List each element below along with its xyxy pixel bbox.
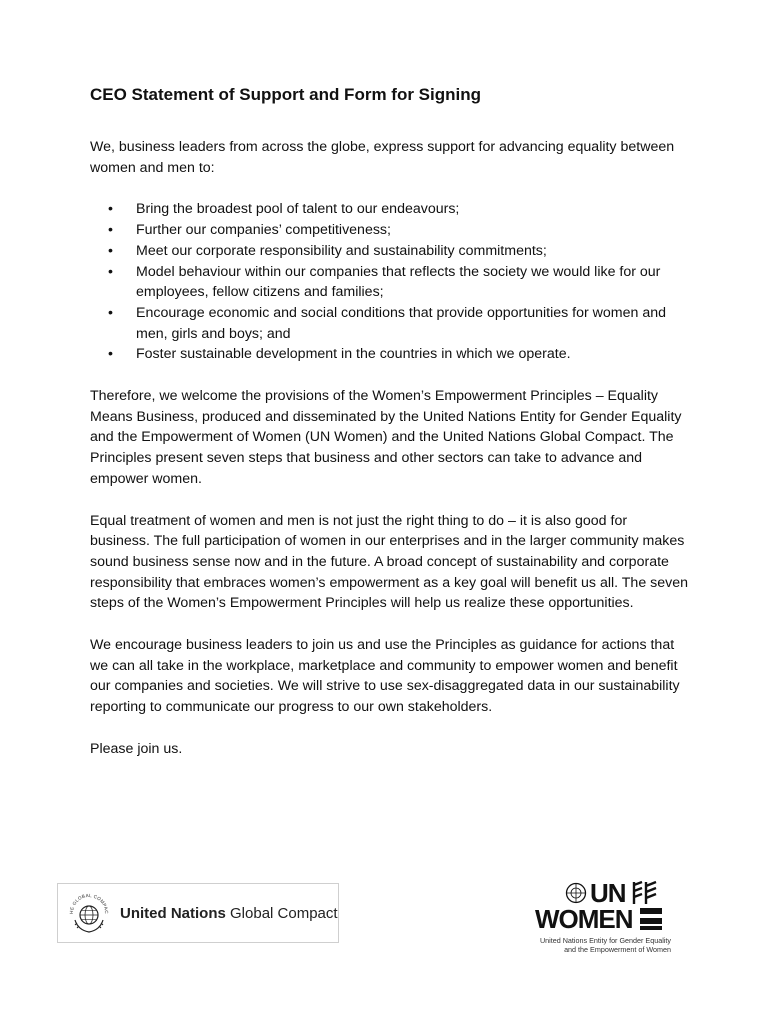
globe-emblem-icon — [66, 890, 112, 936]
un-women-logo — [535, 880, 695, 960]
equal-treatment-paragraph: Equal treatment of women and men is not just the right thing to do – it is also good for business. The full participation of women in our enterprises and in the larger community makes sound business sense now and in the future. A broad concept of sustainability and corporate responsibility that embraces women’s empowerment as a key goal will benefit us all. The seven steps of the Women’s Empowerment Principles will help us realize these opportunities. — [90, 512, 689, 612]
global-compact-logo — [57, 883, 339, 943]
list-item: • Further our companies’ competitiveness; — [136, 220, 690, 241]
closing-line: Please join us. — [90, 740, 183, 757]
caption-line: United Nations Entity for Gender Equality — [539, 936, 671, 945]
un-women-caption — [535, 936, 671, 954]
un-women-top-row — [535, 880, 695, 906]
un-women-equal-sign-icon — [637, 906, 667, 932]
list-item: • Bring the broadest pool of talent to our endeavours; — [136, 199, 690, 220]
un-women-bottom-row — [535, 906, 695, 932]
seal-text: HE GLOBAL COMPAC — [68, 892, 110, 915]
principles-paragraph: Therefore, we welcome the provisions of the Women’s Empowerment Principles – Equality Means Business, produced and disseminated by the United Nations Entity for Gender Equality and the Empowerment of Women (UN Women) and the United Nations Global Compact. The Principles present seven steps that business and other sectors can take to advance and empower women. — [90, 388, 682, 487]
gc-org-light: Global Compact — [230, 904, 338, 922]
list-item: • Model behaviour within our companies that reflects the society we would like for our employees, fellow citizens and families; — [136, 262, 690, 303]
un-emblem-icon — [565, 882, 587, 904]
page-title: CEO Statement of Support and Form for Signing — [90, 85, 481, 104]
un-women-symbol-icon — [630, 880, 660, 906]
list-item: • Foster sustainable development in the countries in which we operate. — [136, 344, 690, 365]
intro-paragraph: We, business leaders from across the globe, express support for advancing equality between women and men to: — [90, 139, 675, 176]
women-wordmark: WOMEN — [535, 904, 633, 934]
document-body — [90, 84, 690, 781]
global-compact-wordmark — [120, 905, 338, 922]
support-list — [90, 199, 690, 365]
un-wordmark: UN — [590, 878, 626, 908]
encourage-paragraph: We encourage business leaders to join us and use the Principles as guidance for actions that we can all take in the workplace, marketplace and community to empower women and benefit our companies and societies. We will strive to use sex-disaggregated data in our sustainability reporting to communicate our progress to our own stakeholders. — [90, 637, 680, 716]
list-item: • Encourage economic and social conditions that provide opportunities for women and men, girls and boys; and — [136, 303, 690, 344]
caption-line: and the Empowerment of Women — [564, 945, 671, 954]
list-item: • Meet our corporate responsibility and sustainability commitments; — [136, 241, 690, 262]
gc-org-bold: United Nations — [120, 904, 226, 922]
